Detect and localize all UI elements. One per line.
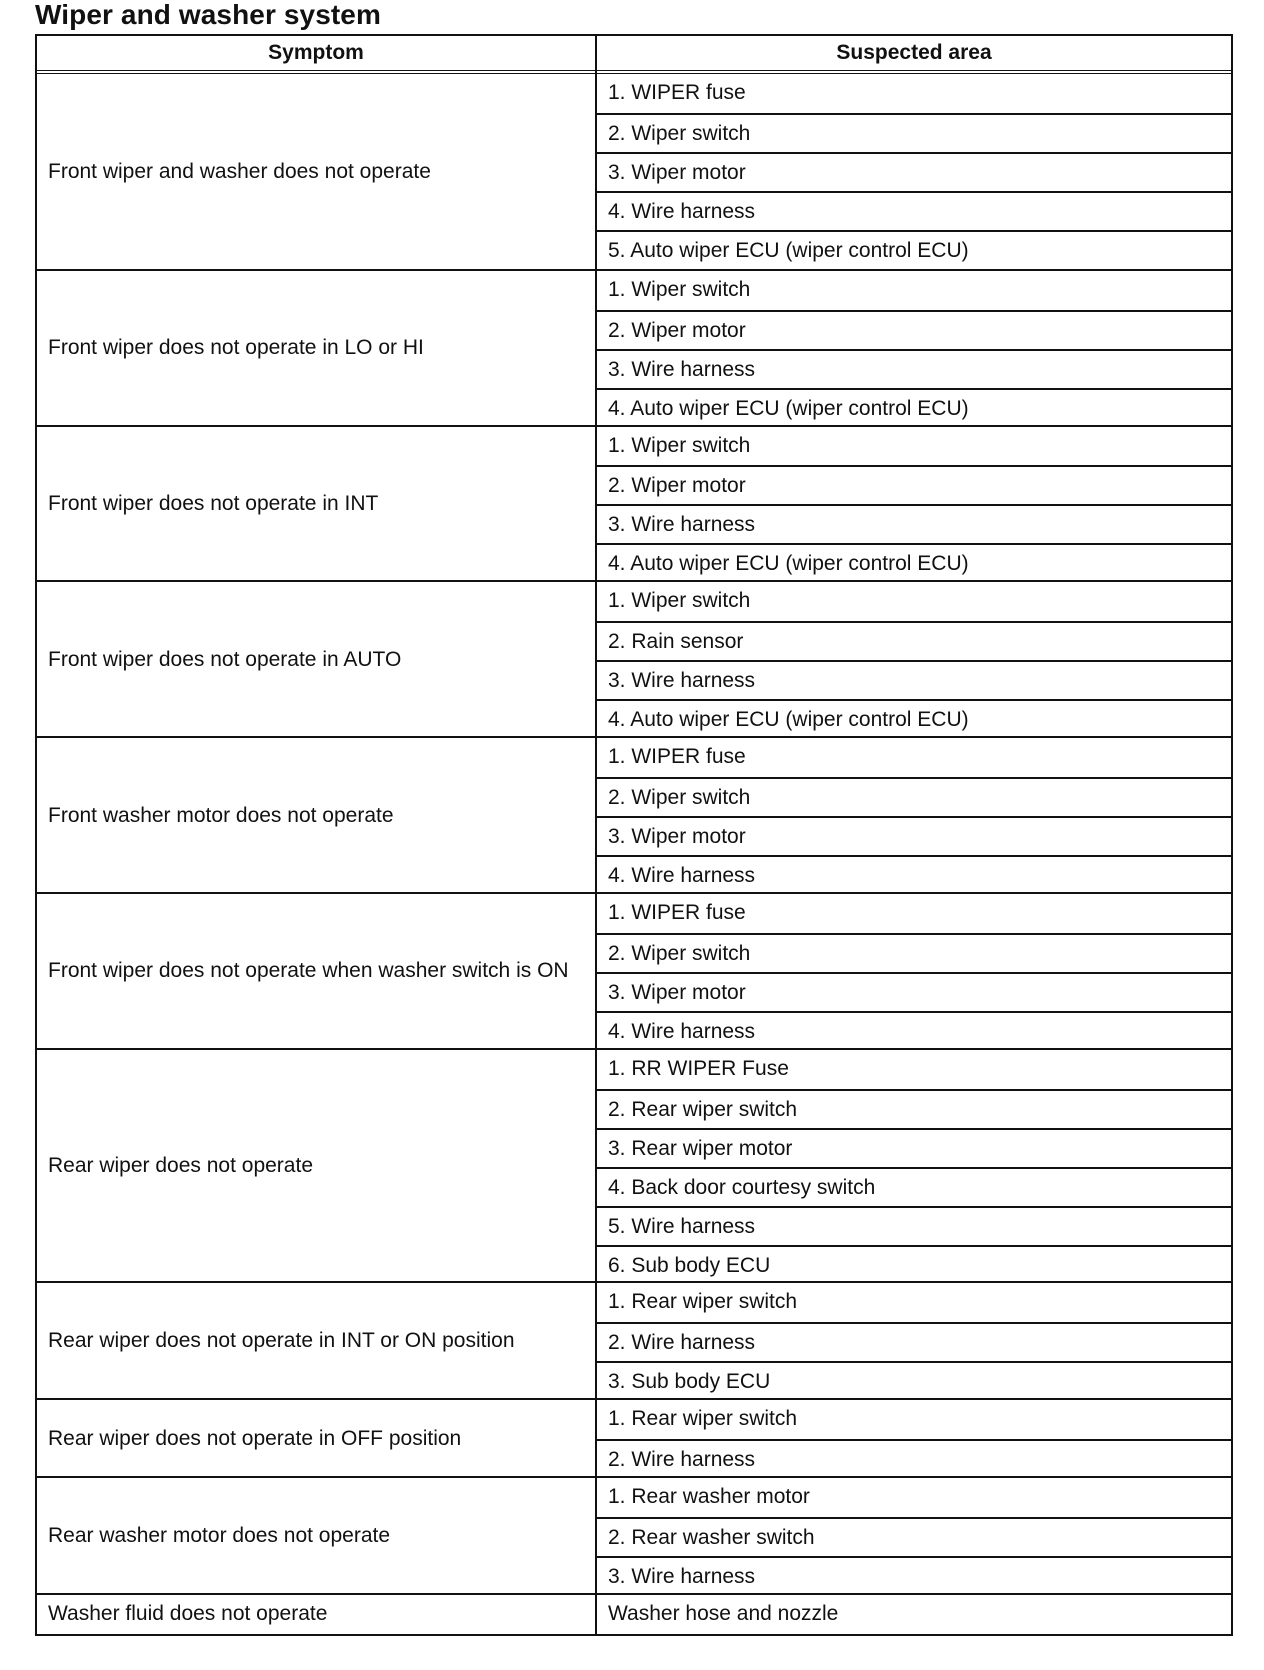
table-row bbox=[37, 269, 1231, 425]
table-row bbox=[37, 580, 1231, 736]
symptom-cell bbox=[37, 1283, 585, 1398]
suspected-area-item: 1. Rear washer motor bbox=[608, 1485, 810, 1509]
suspected-area-item: 3. Wire harness bbox=[597, 660, 1231, 699]
suspected-area-item: 3. Wire harness bbox=[597, 504, 1231, 543]
page-title: Wiper and washer system bbox=[35, 0, 381, 30]
symptom-cell bbox=[37, 582, 585, 736]
suspected-area-cell bbox=[597, 74, 1231, 269]
suspected-area-cell bbox=[597, 582, 1231, 736]
suspected-area-item: 4. Auto wiper ECU (wiper control ECU) bbox=[597, 388, 1231, 427]
suspected-area-item: 1. Wiper switch bbox=[608, 433, 751, 457]
suspected-area-item: 4. Auto wiper ECU (wiper control ECU) bbox=[597, 543, 1231, 582]
suspected-area-item: 2. Wiper motor bbox=[597, 465, 1231, 504]
suspected-area-item: 1. Wiper switch bbox=[608, 589, 751, 613]
column-divider bbox=[595, 36, 597, 1634]
suspected-area-item: 4. Auto wiper ECU (wiper control ECU) bbox=[597, 699, 1231, 738]
suspected-area-item: 5. Auto wiper ECU (wiper control ECU) bbox=[597, 230, 1231, 269]
suspected-area-item: Washer hose and nozzle bbox=[608, 1602, 839, 1626]
suspected-area-item: 4. Wire harness bbox=[597, 191, 1231, 230]
suspected-area-item: 5. Wire harness bbox=[597, 1206, 1231, 1245]
table-row bbox=[37, 1593, 1231, 1632]
symptom-cell bbox=[37, 1478, 585, 1593]
table-row bbox=[37, 1048, 1231, 1282]
suspected-area-item: 1. Rear wiper switch bbox=[608, 1407, 798, 1431]
suspected-area-item: 3. Rear wiper motor bbox=[597, 1128, 1231, 1167]
suspected-area-cell bbox=[597, 427, 1231, 581]
table-row bbox=[37, 74, 1231, 269]
table-row bbox=[37, 736, 1231, 892]
suspected-area-item: 3. Wire harness bbox=[597, 1556, 1231, 1595]
suspected-area-item: 3. Wiper motor bbox=[597, 152, 1231, 191]
suspected-area-item: 2. Wire harness bbox=[597, 1322, 1231, 1361]
suspected-area-cell bbox=[597, 1400, 1231, 1476]
suspected-area-item: 1. RR WIPER Fuse bbox=[608, 1056, 789, 1080]
suspected-area-item: 1. Rear wiper switch bbox=[608, 1290, 798, 1314]
suspected-area-item: 1. WIPER fuse bbox=[608, 745, 746, 769]
suspected-area-item: 4. Back door courtesy switch bbox=[597, 1167, 1231, 1206]
suspected-area-item: 2. Wire harness bbox=[597, 1439, 1231, 1478]
symptom-text: Washer fluid does not operate bbox=[48, 1602, 328, 1626]
suspected-area-cell bbox=[597, 271, 1231, 425]
suspected-area-item: 2. Wiper switch bbox=[597, 777, 1231, 816]
suspected-area-item: 2. Wiper switch bbox=[597, 113, 1231, 152]
troubleshooting-table bbox=[35, 34, 1233, 1636]
symptom-cell bbox=[37, 1400, 585, 1476]
symptom-text: Front wiper does not operate in LO or HI bbox=[48, 336, 424, 360]
table-header-row bbox=[37, 36, 1231, 74]
suspected-area-cell bbox=[597, 1050, 1231, 1282]
symptom-text: Rear wiper does not operate bbox=[48, 1154, 313, 1178]
suspected-area-item: 1. WIPER fuse bbox=[608, 900, 746, 924]
suspected-area-item: 6. Sub body ECU bbox=[597, 1245, 1231, 1284]
suspected-area-item: 1. WIPER fuse bbox=[608, 81, 746, 104]
table-row bbox=[37, 892, 1231, 1048]
symptom-text: Rear wiper does not operate in INT or ON position bbox=[48, 1329, 515, 1353]
suspected-area-item: 2. Rain sensor bbox=[597, 621, 1231, 660]
symptom-cell bbox=[37, 1595, 585, 1632]
table-row bbox=[37, 1398, 1231, 1476]
suspected-area-item: 3. Wiper motor bbox=[597, 816, 1231, 855]
suspected-area-item: 2. Wiper motor bbox=[597, 310, 1231, 349]
table-row bbox=[37, 1281, 1231, 1398]
symptom-cell bbox=[37, 74, 585, 269]
symptom-cell bbox=[37, 1050, 585, 1282]
suspected-area-item: 1. Wiper switch bbox=[608, 277, 751, 301]
table-row bbox=[37, 425, 1231, 581]
suspected-area-item: 4. Wire harness bbox=[597, 1011, 1231, 1050]
symptom-text: Front washer motor does not operate bbox=[48, 803, 394, 827]
suspected-area-cell bbox=[597, 894, 1231, 1048]
suspected-area-item: 2. Rear washer switch bbox=[597, 1517, 1231, 1556]
suspected-area-item: 2. Rear wiper switch bbox=[597, 1089, 1231, 1128]
symptom-text: Rear washer motor does not operate bbox=[48, 1524, 391, 1548]
symptom-cell bbox=[37, 738, 585, 892]
suspected-area-item: 4. Wire harness bbox=[597, 855, 1231, 894]
suspected-area-item: 3. Sub body ECU bbox=[597, 1361, 1231, 1400]
header-symptom: Symptom bbox=[268, 41, 364, 64]
symptom-cell bbox=[37, 427, 585, 581]
suspected-area-cell bbox=[597, 1283, 1231, 1398]
header-suspected-area: Suspected area bbox=[836, 41, 992, 64]
symptom-cell bbox=[37, 271, 585, 425]
symptom-text: Rear wiper does not operate in OFF position bbox=[48, 1426, 462, 1450]
suspected-area-item: 3. Wire harness bbox=[597, 349, 1231, 388]
suspected-area-cell bbox=[597, 1595, 1231, 1632]
suspected-area-item: 3. Wiper motor bbox=[597, 972, 1231, 1011]
suspected-area-cell bbox=[597, 1478, 1231, 1593]
symptom-text: Front wiper does not operate in AUTO bbox=[48, 647, 402, 671]
table-row bbox=[37, 1476, 1231, 1593]
symptom-text: Front wiper and washer does not operate bbox=[48, 159, 431, 183]
symptom-text: Front wiper does not operate in INT bbox=[48, 491, 379, 515]
suspected-area-item: 2. Wiper switch bbox=[597, 933, 1231, 972]
symptom-cell bbox=[37, 894, 585, 1048]
symptom-text: Front wiper does not operate when washer switch is ON bbox=[48, 959, 569, 983]
suspected-area-cell bbox=[597, 738, 1231, 892]
